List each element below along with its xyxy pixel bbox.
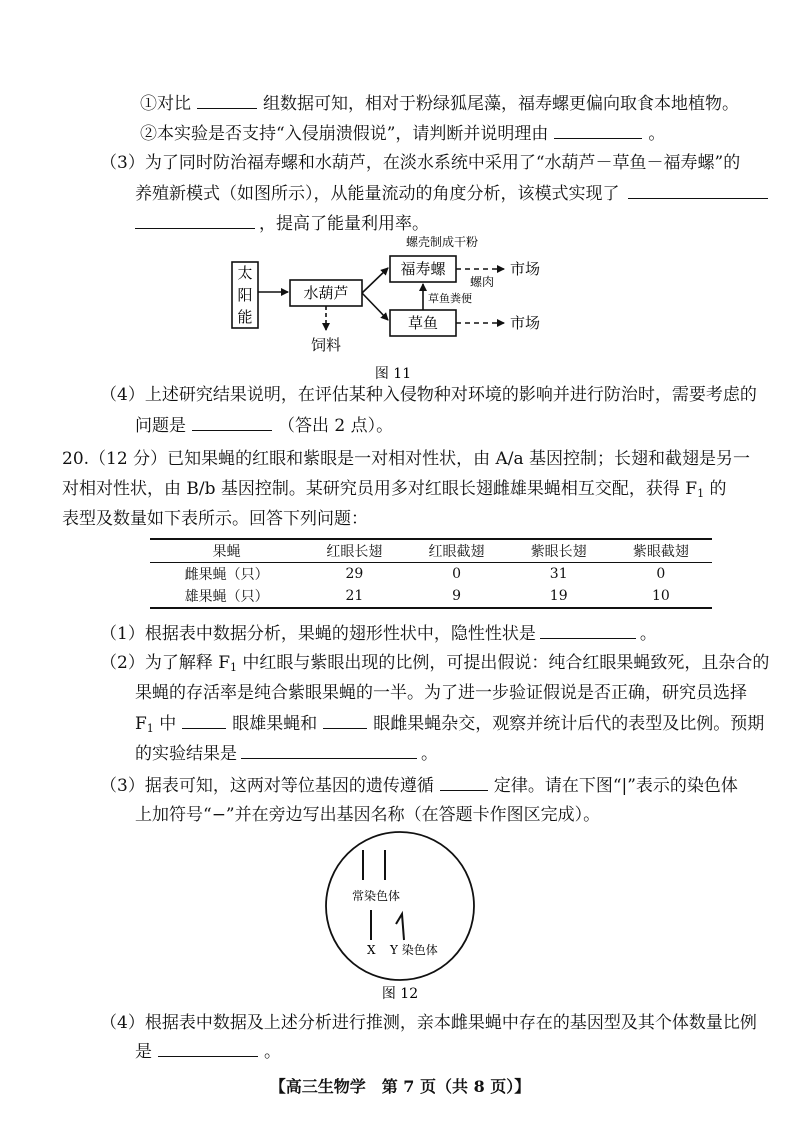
table-header-row	[150, 539, 712, 563]
table-row	[150, 563, 712, 586]
text: 。	[648, 124, 666, 144]
text: ，提高了能量利用率。	[259, 214, 429, 234]
arrow-hyacinth-carp	[362, 293, 388, 320]
sun-char-1: 太	[237, 264, 253, 282]
q20-line-1: 20.（12 分）已知果蝇的红眼和紫眼是一对相对性状，由 A/a 基因控制；长翅和截翅是另一	[62, 449, 751, 469]
text: （1）根据表中数据分析，果蝇的翅形性状中，隐性性状是	[100, 624, 536, 644]
sun-char-3: 能	[237, 308, 253, 326]
text: 眼雄果蝇和	[232, 714, 318, 734]
text: 。	[639, 624, 657, 644]
table-header: 红眼截翅	[428, 544, 485, 560]
answer-blank[interactable]	[158, 1040, 258, 1057]
answer-blank[interactable]	[540, 622, 636, 639]
q20-p4-line-1: （4）根据表中数据及上述分析进行推测，亲本雌果蝇中存在的基因型及其个体数量比例	[100, 1013, 757, 1033]
text: ②本实验是否支持“入侵崩溃假说”，请判断并说明理由	[140, 124, 549, 144]
manure-label: 草鱼粪便	[428, 292, 472, 305]
text: 的	[704, 479, 727, 499]
text: （答出 2 点）。	[278, 416, 394, 436]
text: （3）据表可知，这两对等位基因的遗传遵循	[100, 776, 434, 796]
q20-line-3: 表型及数量如下表所示。回答下列问题：	[62, 509, 368, 529]
q20-p2-line-2: 果蝇的存活率是纯合紫眼果蝇的一半。为了进一步验证假说是否正确，研究员选择	[135, 683, 747, 703]
q19-line-2	[140, 122, 665, 145]
table-header: 紫眼长翅	[530, 544, 587, 560]
answer-blank[interactable]	[197, 92, 257, 109]
table-cell: 21	[345, 588, 364, 604]
text: 定律。请在下图“|”表示的染色体	[493, 776, 738, 796]
autosome-label: 常染色体	[352, 889, 401, 903]
hyacinth-label: 水葫芦	[303, 284, 349, 302]
feed-label: 饲料	[310, 336, 342, 354]
cell-circle	[326, 832, 474, 980]
q20-p3-line-1	[100, 774, 738, 797]
snail-label: 福寿螺	[400, 260, 446, 278]
table-cell: 雄果蝇（只）	[184, 589, 269, 605]
text: 养殖新模式（如图所示），从能量流动的角度分析，该模式实现了	[135, 184, 620, 204]
q20-p2-line-3	[135, 712, 764, 740]
q20-p2-line-1	[100, 652, 769, 679]
table-header: 果蝇	[212, 544, 241, 560]
text: 是	[135, 1042, 152, 1062]
table-cell: 0	[452, 566, 461, 582]
x-label: X	[367, 943, 376, 957]
q20-p3-line-2: 上加符号“−”并在旁边写出基因名称（在答题卡作图区完成）。	[135, 805, 601, 825]
text: ①对比	[140, 94, 191, 114]
q19-line-1	[140, 92, 739, 115]
answer-blank[interactable]	[241, 742, 417, 759]
text: （2）为了解释 F	[100, 653, 231, 673]
q19-p3-line-2	[135, 182, 768, 205]
figure-12-caption: 图 12	[381, 986, 419, 1002]
table-cell: 10	[651, 588, 670, 604]
text: F	[135, 714, 147, 734]
text: 中	[153, 714, 177, 734]
y-label: Y 染色体	[390, 943, 438, 957]
q20-p4-line-2	[135, 1040, 281, 1063]
table-cell: 雌果蝇（只）	[184, 567, 269, 583]
answer-blank[interactable]	[554, 122, 642, 139]
q19-p4-line-2	[135, 414, 393, 437]
table-cell: 31	[549, 566, 568, 582]
table-cell: 0	[656, 566, 666, 582]
text: 中红眼与紫眼出现的比例，可提出假说：纯合红眼果蝇致死，且杂合的	[237, 653, 770, 673]
text: 。	[264, 1042, 281, 1062]
q20-p2-line-4	[135, 742, 438, 765]
text: 对相对性状，由 B/b 基因控制。某研究员用多对红眼长翅雌雄果蝇相互交配，获得 F	[62, 479, 698, 499]
figure-12	[320, 828, 480, 1003]
table-header: 紫眼截翅	[632, 544, 689, 560]
table-header: 红眼长翅	[326, 544, 383, 560]
subscript: 1	[146, 722, 154, 735]
market-label-2: 市场	[510, 314, 541, 332]
q20-line-2	[62, 478, 727, 505]
answer-blank[interactable]	[628, 182, 768, 199]
q19-p4-line-1: （4）上述研究结果说明，在评估某种入侵物种对环境的影响并进行防治时，需要考虑的	[100, 385, 757, 405]
figure-11-caption: 图 11	[374, 366, 412, 382]
grass-carp-label: 草鱼	[407, 314, 439, 332]
market-label-1: 市场	[510, 260, 541, 278]
text: 眼雌果蝇杂交，观察并统计后代的表型及比例。预期	[373, 714, 765, 734]
answer-blank[interactable]	[135, 212, 255, 229]
table-row	[150, 585, 712, 608]
text: 组数据可知，相对于粉绿狐尾藻，福寿螺更偏向取食本地植物。	[263, 94, 739, 114]
subscript: 1	[697, 487, 705, 500]
table-cell: 29	[345, 566, 364, 582]
q20-p1-line	[100, 622, 657, 645]
subscript: 1	[230, 661, 238, 674]
answer-blank[interactable]	[192, 414, 272, 431]
meat-label: 螺肉	[470, 275, 495, 289]
answer-blank[interactable]	[440, 774, 488, 791]
y-chromosome	[396, 914, 404, 940]
text: 的实验结果是	[135, 744, 237, 764]
arrow-hyacinth-snail	[362, 268, 388, 293]
sun-char-2: 阳	[237, 286, 253, 304]
table-cell: 19	[549, 588, 568, 604]
shell-label: 螺壳制成干粉	[406, 235, 479, 249]
figure-11	[220, 232, 580, 382]
table-cell: 9	[452, 588, 461, 604]
phenotype-table	[150, 538, 712, 609]
text: 。	[421, 744, 438, 764]
text: 问题是	[135, 416, 186, 436]
answer-blank[interactable]	[182, 712, 226, 729]
q19-p3-line-1: （3）为了同时防治福寿螺和水葫芦，在淡水系统中采用了“水葫芦－草鱼－福寿螺”的	[100, 153, 741, 173]
page-footer: 【高三生物学 第 7 页（共 8 页）】	[269, 1077, 531, 1096]
answer-blank[interactable]	[323, 712, 367, 729]
